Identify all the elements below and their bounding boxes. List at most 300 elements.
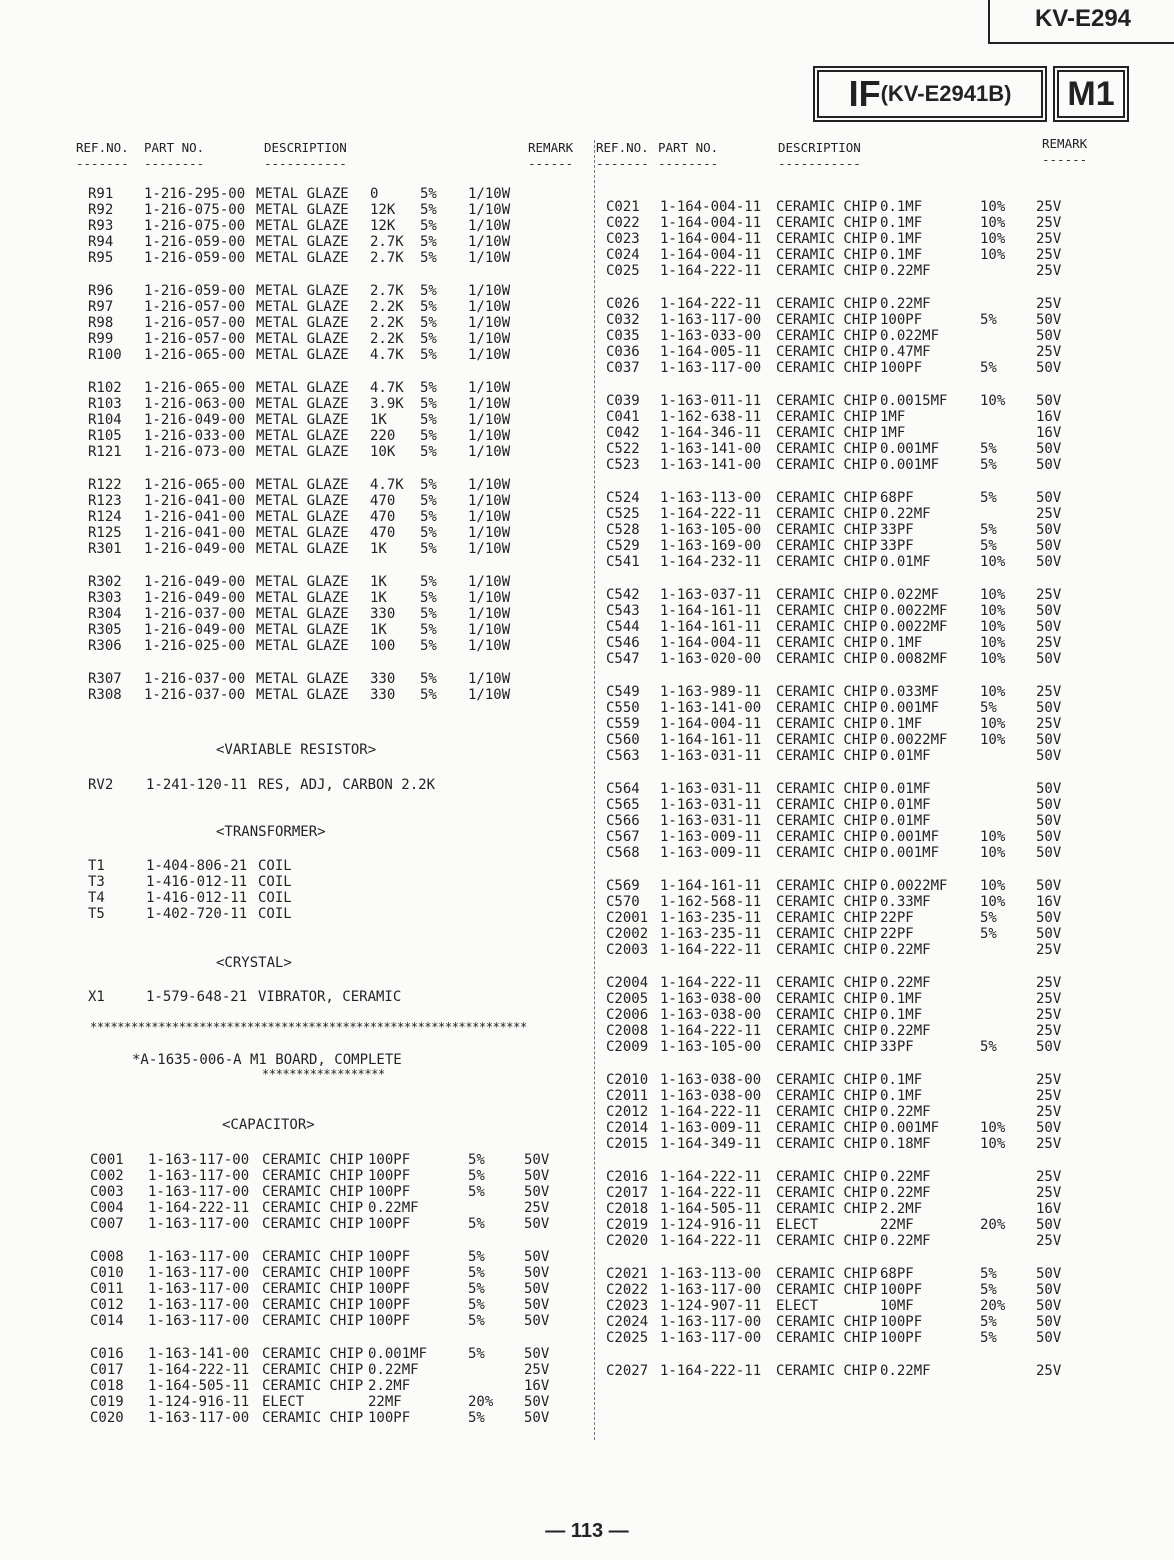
- table-row: [606, 409, 1096, 425]
- value: 100PF: [368, 1249, 411, 1265]
- ref-no: T5: [88, 906, 105, 922]
- part-no: 1-216-033-00: [144, 428, 246, 444]
- value: 1MF: [880, 409, 906, 425]
- table-row: [88, 671, 588, 687]
- tolerance: 10%: [980, 587, 1006, 603]
- rating: 1/10W: [468, 606, 511, 622]
- value: 100: [370, 638, 396, 654]
- description: CERAMIC CHIP: [262, 1378, 364, 1394]
- tolerance: 5%: [980, 538, 997, 554]
- value: 0.18MF: [880, 1136, 931, 1152]
- description: CERAMIC CHIP: [776, 1007, 878, 1023]
- ref-no: C2008: [606, 1023, 649, 1039]
- part-no: 1-216-295-00: [144, 186, 246, 202]
- rating: 50V: [524, 1152, 550, 1168]
- part-no: 1-163-141-00: [660, 441, 762, 457]
- table-row: [606, 263, 1096, 279]
- description: CERAMIC CHIP: [776, 1266, 878, 1282]
- value: 0.001MF: [880, 441, 940, 457]
- rating: 1/10W: [468, 428, 511, 444]
- description: METAL GLAZE: [256, 622, 349, 638]
- ref-no: C2019: [606, 1217, 649, 1233]
- part-no: 1-163-038-00: [660, 1007, 762, 1023]
- table-row: [606, 845, 1096, 861]
- part-no: 1-163-031-11: [660, 781, 762, 797]
- description: CERAMIC CHIP: [776, 296, 878, 312]
- rating: 25V: [1036, 1088, 1062, 1104]
- tolerance: 5%: [420, 250, 437, 266]
- part-no: 1-163-117-00: [148, 1297, 250, 1313]
- value: 470: [370, 525, 396, 541]
- rating: 25V: [1036, 684, 1062, 700]
- tolerance: 10%: [980, 215, 1006, 231]
- rating: 1/10W: [468, 218, 511, 234]
- value: 2.7K: [370, 283, 404, 299]
- ref-no: T1: [88, 858, 105, 874]
- description: CERAMIC CHIP: [776, 393, 878, 409]
- description: CERAMIC CHIP: [776, 813, 878, 829]
- value: 0.01MF: [880, 797, 931, 813]
- table-row: [606, 328, 1096, 344]
- ref-no: C012: [90, 1297, 124, 1313]
- part-no: 1-241-120-11: [146, 777, 248, 793]
- rating: 50V: [1036, 603, 1062, 619]
- rating: 50V: [524, 1168, 550, 1184]
- ref-no: C037: [606, 360, 640, 376]
- ref-no: C2021: [606, 1266, 649, 1282]
- table-row: [88, 606, 588, 622]
- tolerance: 5%: [980, 312, 997, 328]
- rating: 50V: [1036, 845, 1062, 861]
- table-row: [88, 202, 588, 218]
- ref-no: R122: [88, 477, 122, 493]
- rating: 1/10W: [468, 250, 511, 266]
- tolerance: 5%: [420, 671, 437, 687]
- tolerance: 5%: [420, 687, 437, 703]
- table-row: [606, 1282, 1096, 1298]
- value: 10K: [370, 444, 396, 460]
- rating: 1/10W: [468, 299, 511, 315]
- ref-no: C528: [606, 522, 640, 538]
- rating: 50V: [1036, 1330, 1062, 1346]
- tolerance: 5%: [420, 606, 437, 622]
- description: CERAMIC CHIP: [262, 1265, 364, 1281]
- value: 0.1MF: [880, 1088, 923, 1104]
- rating: 25V: [1036, 1169, 1062, 1185]
- separator-stars: ****************************************************************: [90, 1020, 527, 1034]
- part-no: 1-164-005-11: [660, 344, 762, 360]
- header-underline: -----------: [264, 156, 347, 171]
- ref-no: C567: [606, 829, 640, 845]
- part-no: 1-163-113-00: [660, 490, 762, 506]
- tolerance: 5%: [420, 331, 437, 347]
- description: CERAMIC CHIP: [776, 878, 878, 894]
- value: 22PF: [880, 926, 914, 942]
- description: METAL GLAZE: [256, 202, 349, 218]
- value: 100PF: [368, 1184, 411, 1200]
- rating: 25V: [1036, 263, 1062, 279]
- rating: 50V: [1036, 926, 1062, 942]
- rating: 50V: [1036, 1266, 1062, 1282]
- ref-no: R301: [88, 541, 122, 557]
- table-row: [90, 1249, 590, 1265]
- group-gap: [90, 1329, 590, 1346]
- part-no: 1-163-033-00: [660, 328, 762, 344]
- transformer-title: <TRANSFORMER>: [216, 824, 326, 840]
- description: CERAMIC CHIP: [776, 748, 878, 764]
- table-row: [88, 574, 588, 590]
- rating: 25V: [1036, 991, 1062, 1007]
- description: CERAMIC CHIP: [776, 1088, 878, 1104]
- table-row: [88, 493, 588, 509]
- table-row: [90, 1216, 590, 1232]
- table-row: [606, 991, 1096, 1007]
- part-no: 1-163-031-11: [660, 748, 762, 764]
- description: VIBRATOR, CERAMIC: [258, 989, 402, 1005]
- description: CERAMIC CHIP: [262, 1297, 364, 1313]
- description: CERAMIC CHIP: [776, 312, 878, 328]
- table-row: [88, 525, 588, 541]
- value: 1K: [370, 574, 387, 590]
- part-no: 1-164-505-11: [660, 1201, 762, 1217]
- ref-no: C541: [606, 554, 640, 570]
- part-no: 1-216-057-00: [144, 299, 246, 315]
- value: 0.1MF: [880, 716, 923, 732]
- tolerance: 5%: [468, 1297, 485, 1313]
- ref-no: X1: [88, 989, 105, 1005]
- rating: 1/10W: [468, 638, 511, 654]
- value: 0.0022MF: [880, 619, 948, 635]
- value: 4.7K: [370, 380, 404, 396]
- tolerance: 10%: [980, 231, 1006, 247]
- part-no: 1-216-049-00: [144, 590, 246, 606]
- description: CERAMIC CHIP: [776, 732, 878, 748]
- table-row: [606, 781, 1096, 797]
- tolerance: 10%: [980, 894, 1006, 910]
- table-row: [606, 538, 1096, 554]
- ref-no: C004: [90, 1200, 124, 1216]
- header-ref-right: REF.NO.: [596, 140, 649, 155]
- table-row: [88, 396, 588, 412]
- value: 0.001MF: [368, 1346, 428, 1362]
- value: 100PF: [368, 1297, 411, 1313]
- tolerance: 5%: [420, 638, 437, 654]
- rating: 16V: [1036, 409, 1062, 425]
- part-no: 1-164-161-11: [660, 619, 762, 635]
- part-no: 1-163-117-00: [148, 1184, 250, 1200]
- tolerance: 5%: [980, 700, 997, 716]
- crystal-title: <CRYSTAL>: [216, 955, 292, 971]
- tolerance: 5%: [980, 1330, 997, 1346]
- ref-no: R97: [88, 299, 114, 315]
- description: CERAMIC CHIP: [262, 1362, 364, 1378]
- value: 68PF: [880, 490, 914, 506]
- ref-no: C564: [606, 781, 640, 797]
- table-row: [606, 199, 1096, 215]
- tolerance: 5%: [468, 1410, 485, 1426]
- description: METAL GLAZE: [256, 509, 349, 525]
- tolerance: 10%: [980, 1136, 1006, 1152]
- header-part-right: PART NO.: [658, 140, 719, 155]
- ref-no: R104: [88, 412, 122, 428]
- ref-no: R307: [88, 671, 122, 687]
- capacitor-list-right: [606, 199, 1096, 1379]
- ref-no: R103: [88, 396, 122, 412]
- description: METAL GLAZE: [256, 283, 349, 299]
- table-row: [606, 635, 1096, 651]
- value: 2.2MF: [880, 1201, 923, 1217]
- rating: 1/10W: [468, 234, 511, 250]
- description: METAL GLAZE: [256, 638, 349, 654]
- value: 0.22MF: [880, 1185, 931, 1201]
- table-row: [606, 1104, 1096, 1120]
- group-gap: [606, 958, 1096, 975]
- value: 0.0022MF: [880, 878, 948, 894]
- part-no: 1-164-004-11: [660, 231, 762, 247]
- header-remark-left: REMARK: [528, 140, 574, 155]
- description: CERAMIC CHIP: [262, 1249, 364, 1265]
- tolerance: 10%: [980, 651, 1006, 667]
- ref-no: C523: [606, 457, 640, 473]
- ref-no: C003: [90, 1184, 124, 1200]
- table-row: [606, 490, 1096, 506]
- part-no: 1-163-117-00: [660, 1330, 762, 1346]
- table-row: [90, 1200, 590, 1216]
- rating: 25V: [1036, 942, 1062, 958]
- tolerance: 10%: [980, 732, 1006, 748]
- rating: 1/10W: [468, 380, 511, 396]
- description: METAL GLAZE: [256, 186, 349, 202]
- description: CERAMIC CHIP: [776, 1104, 878, 1120]
- table-row: [606, 716, 1096, 732]
- value: 0.1MF: [880, 635, 923, 651]
- table-row: [606, 829, 1096, 845]
- rating: 50V: [1036, 910, 1062, 926]
- table-row: [88, 250, 588, 266]
- part-no: 1-163-141-00: [148, 1346, 250, 1362]
- ref-no: R92: [88, 202, 114, 218]
- table-row: [606, 312, 1096, 328]
- value: 4.7K: [370, 477, 404, 493]
- board-assembly-title: *A-1635-006-A M1 BOARD, COMPLETE: [132, 1052, 402, 1068]
- description: CERAMIC CHIP: [776, 651, 878, 667]
- value: 2.7K: [370, 234, 404, 250]
- description: CERAMIC CHIP: [776, 247, 878, 263]
- value: 0.33MF: [880, 894, 931, 910]
- ref-no: R305: [88, 622, 122, 638]
- ref-no: R96: [88, 283, 114, 299]
- value: 0.001MF: [880, 457, 940, 473]
- ref-no: C036: [606, 344, 640, 360]
- description: CERAMIC CHIP: [776, 910, 878, 926]
- table-row: [606, 344, 1096, 360]
- tolerance: 5%: [420, 202, 437, 218]
- part-no: 1-163-235-11: [660, 926, 762, 942]
- description: CERAMIC CHIP: [262, 1410, 364, 1426]
- description: CERAMIC CHIP: [776, 522, 878, 538]
- table-row: [88, 874, 588, 890]
- description: CERAMIC CHIP: [776, 1363, 878, 1379]
- value: 470: [370, 509, 396, 525]
- ref-no: C559: [606, 716, 640, 732]
- rating: 25V: [1036, 1104, 1062, 1120]
- ref-no: C543: [606, 603, 640, 619]
- ref-no: C007: [90, 1216, 124, 1232]
- description: METAL GLAZE: [256, 428, 349, 444]
- part-no: 1-163-117-00: [148, 1168, 250, 1184]
- value: 0.001MF: [880, 700, 940, 716]
- ref-no: C2018: [606, 1201, 649, 1217]
- ref-no: C2009: [606, 1039, 649, 1055]
- resistor-list: [88, 186, 588, 703]
- part-no: 1-216-037-00: [144, 687, 246, 703]
- table-row: [606, 1007, 1096, 1023]
- rating: 25V: [1036, 1023, 1062, 1039]
- value: 2.2K: [370, 315, 404, 331]
- value: 0.22MF: [880, 1363, 931, 1379]
- rating: 16V: [1036, 1201, 1062, 1217]
- tolerance: 5%: [420, 428, 437, 444]
- rating: 50V: [1036, 1120, 1062, 1136]
- value: 0.22MF: [880, 942, 931, 958]
- header-underline: -------: [596, 156, 649, 171]
- group-gap: [606, 570, 1096, 587]
- part-no: 1-163-038-00: [660, 991, 762, 1007]
- ref-no: C2024: [606, 1314, 649, 1330]
- part-no: 1-164-346-11: [660, 425, 762, 441]
- description: CERAMIC CHIP: [776, 441, 878, 457]
- part-no: 1-163-117-00: [148, 1265, 250, 1281]
- description: METAL GLAZE: [256, 606, 349, 622]
- part-no: 1-216-059-00: [144, 234, 246, 250]
- tolerance: 5%: [420, 622, 437, 638]
- ref-no: C035: [606, 328, 640, 344]
- description: METAL GLAZE: [256, 412, 349, 428]
- group-gap: [88, 460, 588, 477]
- rating: 50V: [1036, 1314, 1062, 1330]
- part-no: 1-216-059-00: [144, 250, 246, 266]
- value: 10MF: [880, 1298, 914, 1314]
- tolerance: 5%: [980, 360, 997, 376]
- tolerance: 5%: [420, 509, 437, 525]
- tolerance: 5%: [980, 1039, 997, 1055]
- value: 3.9K: [370, 396, 404, 412]
- table-row: [88, 428, 588, 444]
- rating: 25V: [1036, 231, 1062, 247]
- value: 0.01MF: [880, 748, 931, 764]
- ref-no: C021: [606, 199, 640, 215]
- part-no: 1-164-222-11: [660, 975, 762, 991]
- ref-no: C042: [606, 425, 640, 441]
- part-no: 1-216-037-00: [144, 671, 246, 687]
- table-row: [88, 777, 588, 793]
- tolerance: 5%: [420, 380, 437, 396]
- description: CERAMIC CHIP: [776, 587, 878, 603]
- part-no: 1-163-009-11: [660, 1120, 762, 1136]
- ref-no: C2005: [606, 991, 649, 1007]
- rating: 50V: [1036, 1282, 1062, 1298]
- table-row: [606, 732, 1096, 748]
- part-no: 1-216-049-00: [144, 412, 246, 428]
- part-no: 1-416-012-11: [146, 890, 248, 906]
- ref-no: T4: [88, 890, 105, 906]
- value: 0.0015MF: [880, 393, 948, 409]
- description: CERAMIC CHIP: [776, 409, 878, 425]
- tolerance: 10%: [980, 684, 1006, 700]
- table-row: [90, 1410, 590, 1426]
- part-no: 1-164-004-11: [660, 247, 762, 263]
- value: 0.22MF: [880, 975, 931, 991]
- value: 0.22MF: [880, 1169, 931, 1185]
- rating: 50V: [524, 1394, 550, 1410]
- rating: 1/10W: [468, 412, 511, 428]
- ref-no: C544: [606, 619, 640, 635]
- ref-no: R124: [88, 509, 122, 525]
- table-row: [606, 894, 1096, 910]
- table-row: [88, 858, 588, 874]
- description: CERAMIC CHIP: [776, 797, 878, 813]
- value: 0.033MF: [880, 684, 940, 700]
- table-row: [606, 1120, 1096, 1136]
- rating: 50V: [524, 1313, 550, 1329]
- ref-no: C019: [90, 1394, 124, 1410]
- ref-no: C016: [90, 1346, 124, 1362]
- table-row: [606, 393, 1096, 409]
- description: METAL GLAZE: [256, 396, 349, 412]
- rating: 25V: [1036, 1072, 1062, 1088]
- part-no: 1-164-004-11: [660, 716, 762, 732]
- table-row: [90, 1265, 590, 1281]
- rating: 25V: [1036, 1136, 1062, 1152]
- description: RES, ADJ, CARBON 2.2K: [258, 777, 436, 793]
- rating: 50V: [524, 1297, 550, 1313]
- value: 2.2K: [370, 299, 404, 315]
- description: CERAMIC CHIP: [262, 1346, 364, 1362]
- ref-no: R304: [88, 606, 122, 622]
- description: CERAMIC CHIP: [776, 829, 878, 845]
- table-row: [606, 587, 1096, 603]
- value: 0.001MF: [880, 1120, 940, 1136]
- board-title-underline: ******************: [262, 1067, 385, 1081]
- description: METAL GLAZE: [256, 315, 349, 331]
- part-no: 1-163-037-11: [660, 587, 762, 603]
- description: CERAMIC CHIP: [776, 619, 878, 635]
- rating: 1/10W: [468, 671, 511, 687]
- tolerance: 10%: [980, 878, 1006, 894]
- header-underline: --------: [144, 156, 205, 171]
- value: 100PF: [368, 1410, 411, 1426]
- part-no: 1-164-161-11: [660, 732, 762, 748]
- description: CERAMIC CHIP: [776, 1039, 878, 1055]
- description: CERAMIC CHIP: [776, 328, 878, 344]
- part-no: 1-216-049-00: [144, 541, 246, 557]
- value: 68PF: [880, 1266, 914, 1282]
- value: 100PF: [368, 1152, 411, 1168]
- table-row: [606, 215, 1096, 231]
- rating: 16V: [524, 1378, 550, 1394]
- rating: 1/10W: [468, 331, 511, 347]
- rating: 50V: [1036, 700, 1062, 716]
- value: 0.22MF: [880, 506, 931, 522]
- value: 0.0022MF: [880, 732, 948, 748]
- tolerance: 5%: [420, 283, 437, 299]
- description: CERAMIC CHIP: [776, 263, 878, 279]
- ref-no: R123: [88, 493, 122, 509]
- tolerance: 5%: [980, 910, 997, 926]
- value: 100PF: [880, 312, 923, 328]
- tolerance: 10%: [980, 1120, 1006, 1136]
- part-no: 1-163-009-11: [660, 845, 762, 861]
